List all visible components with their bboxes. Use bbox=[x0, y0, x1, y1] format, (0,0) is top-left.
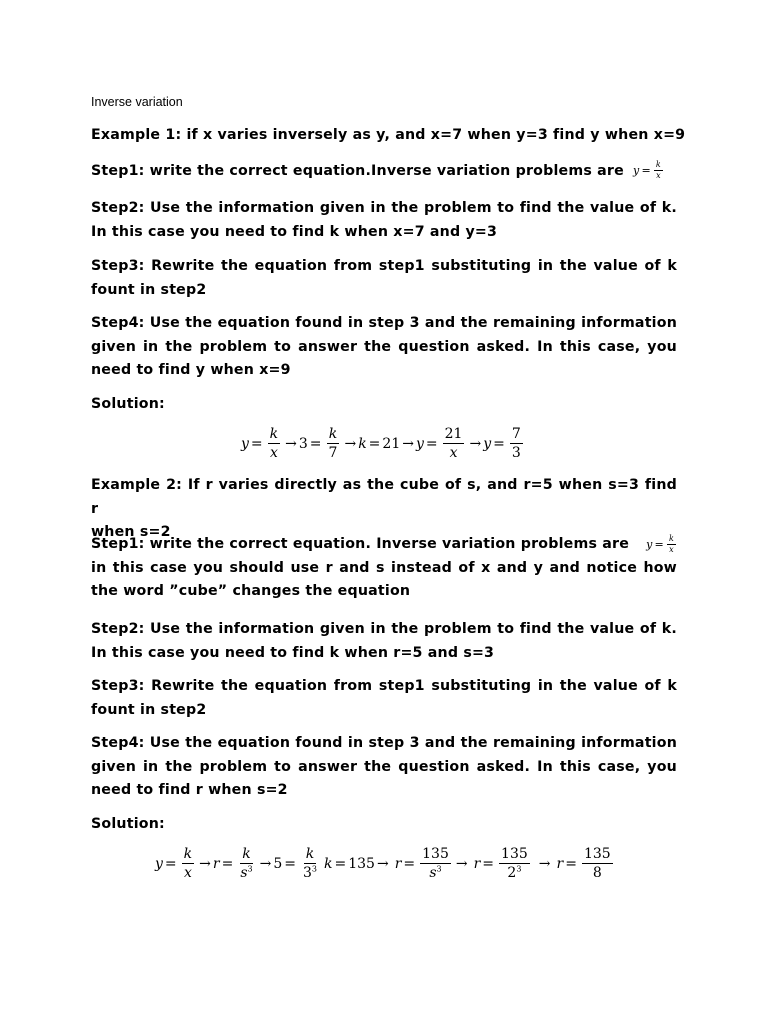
example1-solution-equation: y = $\frac{k}{x}$ → 3 = $\frac{k}{7}$ → k = 21 → y = $\frac{21}{x}$ → y = $\frac{7}{3}$ bbox=[241, 426, 521, 462]
example2-step3: Step3: Rewrite the equation from step1 substituting in the value of k fount in step2 bbox=[91, 678, 677, 718]
example1-solution-label: Solution: bbox=[91, 396, 165, 412]
example1-step3: Step3: Rewrite the equation from step1 substituting in the value of k fount in step2 bbox=[91, 258, 677, 298]
example2-step1: Step1: write the correct equation. Inverse variation problems are y = $\frac{k}{x}$ in this case you should use r and s instead of x and y and notice how the word ”cube” changes the equation bbox=[91, 534, 677, 599]
document-heading: Inverse variation bbox=[91, 95, 183, 109]
example2-solution-label: Solution: bbox=[91, 816, 165, 832]
example1-step2: Step2: Use the information given in the problem to find the value of k. In this case you need to find k when x=7 and y=3 bbox=[91, 200, 677, 240]
example2-step2: Step2: Use the information given in the problem to find the value of k. In this case you need to find k when r=5 and s=3 bbox=[91, 621, 677, 661]
example1-step1: Step1: write the correct equation.Inverse variation problems are y = $\frac{k}{x}$ bbox=[91, 159, 677, 183]
example1-title: Example 1: if x varies inversely as y, and x=7 when y=3 find y when x=9 bbox=[91, 127, 686, 143]
example2-solution-equation: y = $\frac{k}{x}$ → r = $\frac{k}{s^3}$ → 5 = $\frac{k}{3^3}$ k = 135 → r = $\frac{135}{s^3}$ → r = $\frac{135}{2^3}$ → r = $\frac{135}{8}$ bbox=[155, 846, 611, 882]
inline-formula-y-equals-k-over-x: y = $\frac{k}{x}$ bbox=[633, 160, 661, 181]
example1-step4: Step4: Use the equation found in step 3 and the remaining information given in the problem to answer the question asked. In this case, you need to find y when x=9 bbox=[91, 315, 677, 378]
inline-formula-y-equals-k-over-x: y = $\frac{k}{x}$ bbox=[646, 534, 674, 555]
example2-title: Example 2: If r varies directly as the cube of s, and r=5 when s=3 find r when s=2 bbox=[91, 477, 677, 540]
example2-step4: Step4: Use the equation found in step 3 and the remaining information given in the problem to answer the question asked. In this case, you need to find r when s=2 bbox=[91, 735, 677, 798]
